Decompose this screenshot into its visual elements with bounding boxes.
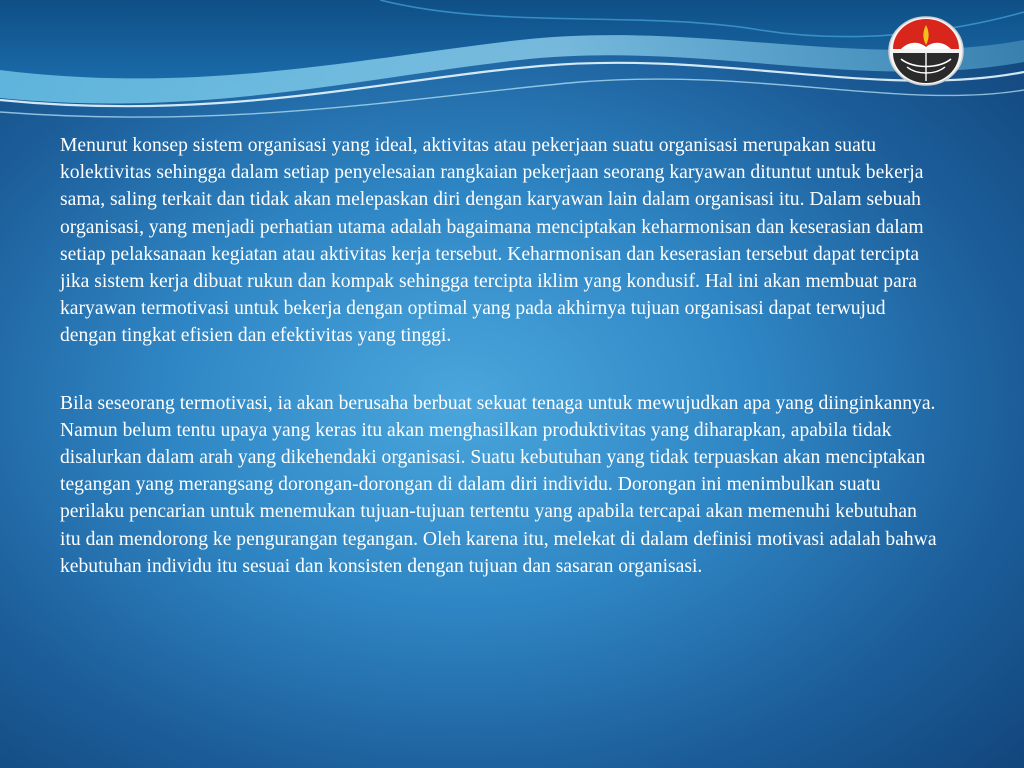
paragraph-1: Menurut konsep sistem organisasi yang ideal, aktivitas atau pekerjaan suatu organisasi merupakan suatu kolektivitas sehingga dalam setiap penyelesaian rangkaian pekerjaan seorang karyawan dituntut untuk bekerja sama, saling terkait dan tidak akan melepaskan diri dengan karyawan lain dalam organisasi itu. Dalam sebuah organisasi, yang menjadi perhatian utama adalah bagaimana menciptakan keharmonisan dan keserasian dalam setiap pelaksanaan kegiatan atau aktivitas kerja tersebut. Keharmonisan dan keserasian tersebut dapat tercipta jika sistem kerja dibuat rukun dan kompak sehingga tercipta iklim yang kondusif. Hal ini akan membuat para karyawan termotivasi untuk bekerja dengan optimal yang pada akhirnya tujuan organisasi dapat terwujud dengan tingkat efisien dan efektivitas yang tinggi. (60, 135, 924, 347)
university-emblem-icon (887, 15, 965, 87)
slide-body-text (60, 132, 940, 620)
header-wave-decoration (0, 0, 1024, 130)
paragraph-2: Bila seseorang termotivasi, ia akan berusaha berbuat sekuat tenaga untuk mewujudkan apa yang diinginkannya. Namun belum tentu upaya yang keras itu akan menghasilkan produktivitas yang diharapkan, apabila tidak disalurkan dalam arah yang dikehendaki organisasi. Suatu kebutuhan yang tidak terpuaskan akan menciptakan tegangan yang merangsang dorongan-dorongan di dalam diri individu. Dorongan ini menimbulkan suatu perilaku pencarian untuk menemukan tujuan-tujuan tertentu yang apabila tercapai akan memenuhi kebutuhan itu dan mendorong ke pengurangan tegangan. Oleh karena itu, melekat di dalam definisi motivasi adalah bahwa kebutuhan individu itu sesuai dan konsisten dengan tujuan dan sasaran organisasi. (60, 392, 937, 577)
